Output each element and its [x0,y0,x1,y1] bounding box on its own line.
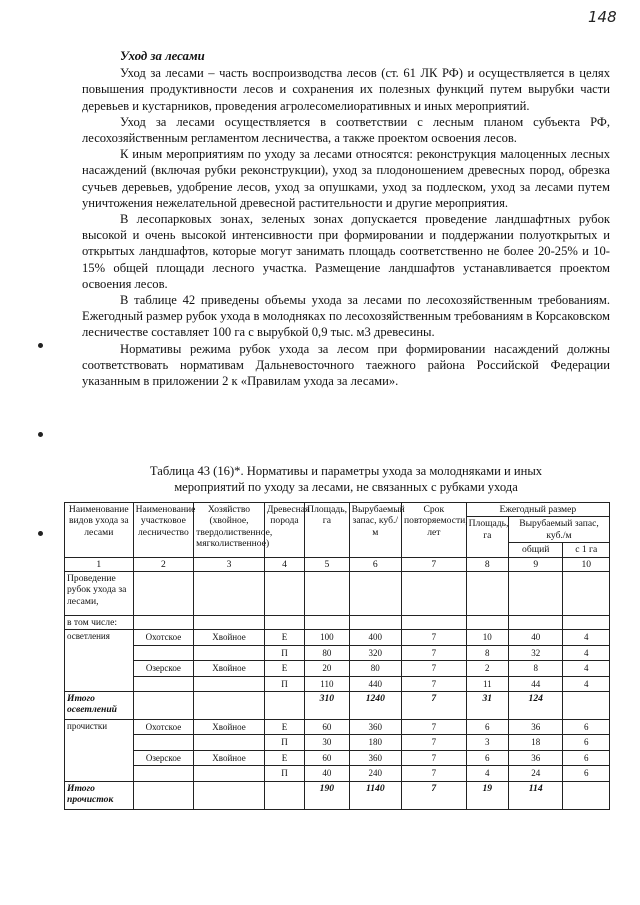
total-cell: 19 [466,781,508,809]
column-number: 8 [466,557,508,571]
table-cell: П [264,735,304,750]
activity-name-cell: осветления [65,630,134,692]
paragraph: К иным мероприятиям по уходу за лесами относятся: реконструкция малоценных лесных насаждений (включая рубки реконструкции), уход за плодоношением древесных пород, обрезка сучьев деревьев, удобрение лесов, уход за опушками, уход за подлеском, уход за лесами путем уничтожения нежелательной древесной растительности и другие мероприятия. [82,147,610,210]
table-cell: 6 [563,766,610,781]
table-row [65,676,610,691]
paragraph: В таблице 42 приведены объемы ухода за лесами по лесохозяйственным требованиям. Ежегодный размер рубок ухода в молодняках по лесохозяйственным требованиям в Корсаковском лесничестве составляет 100 га с вырубкой 0,9 тыс. м3 древесины. [82,293,610,340]
total-row [65,781,610,809]
total-cell: 190 [305,781,349,809]
paragraph: Нормативы режима рубок ухода за лесом при формировании насаждений должны соответствовать нормативам Дальневосточного таежного района Российской Федерации указанным в приложении 2 к «Правилам ухода за лесами». [82,341,610,389]
table-cell: 7 [402,676,467,691]
total-cell: 7 [402,781,467,809]
table-cell [133,735,194,750]
table-cell: 36 [508,750,562,765]
table-cell: в том числе: [65,616,134,630]
table-cell: 360 [349,750,401,765]
section-heading: Уход за лесами [120,49,205,63]
table-cell [133,645,194,660]
total-cell [563,781,610,809]
column-number: 5 [305,557,349,571]
paragraph: Уход за лесами осуществляется в соответствии с лесным планом субъекта РФ, лесохозяйственным регламентом лесничества, а также проектом освоения лесов. [82,114,610,146]
table-cell: 100 [305,630,349,645]
header-cell: Наименование видов ухода за лесами [65,503,134,558]
caption-line: мероприятий по уходу за лесами, не связанных с рубками ухода [174,480,518,494]
table-cell: 60 [305,750,349,765]
table-cell: 4 [563,630,610,645]
total-cell: 1240 [349,692,401,720]
table-cell: 40 [508,630,562,645]
table-cell [194,766,265,781]
total-cell: 31 [466,692,508,720]
table-cell: Проведение рубок ухода за лесами, [65,572,134,616]
table-row [65,735,610,750]
margin-bullet [38,343,43,348]
table-cell: 240 [349,766,401,781]
table-cell [194,645,265,660]
table-cell: 6 [466,720,508,735]
table-cell: 80 [305,645,349,660]
table-row [65,572,610,616]
total-row [65,692,610,720]
table-cell [133,676,194,691]
total-cell: 124 [508,692,562,720]
table-cell: 4 [466,766,508,781]
table-cell: 8 [466,645,508,660]
table-cell: 20 [305,661,349,676]
table-cell: 7 [402,735,467,750]
table-cell: Охотское [133,630,194,645]
table-row [65,645,610,660]
table-cell: Хвойное [194,720,265,735]
table-cell: 18 [508,735,562,750]
header-cell: с 1 га [563,543,610,557]
header-cell: Площадь, га [466,517,508,557]
header-cell: Древесная порода [264,503,304,558]
table-cell: П [264,766,304,781]
table-cell: 80 [349,661,401,676]
column-number: 2 [133,557,194,571]
table-cell: 320 [349,645,401,660]
table-row [65,766,610,781]
table-cell: 6 [563,750,610,765]
table-row [65,661,610,676]
table-cell: 360 [349,720,401,735]
header-cell: Вырубаемый запас, куб./м [349,503,401,558]
table-cell [194,676,265,691]
table-cell: 7 [402,630,467,645]
table-cell: 30 [305,735,349,750]
table-cell: 6 [466,750,508,765]
table-cell: Хвойное [194,630,265,645]
activity-name-cell: прочистки [65,720,134,782]
table-cell: 4 [563,661,610,676]
column-number: 6 [349,557,401,571]
table-caption [82,463,610,495]
table-cell [194,735,265,750]
table-cell: Е [264,750,304,765]
table-row [65,750,610,765]
table-cell: 36 [508,720,562,735]
table-cell: Хвойное [194,750,265,765]
header-cell: Вырубаемый запас, куб./м [508,517,609,543]
table-cell: 32 [508,645,562,660]
table-cell: 6 [563,720,610,735]
total-cell: 7 [402,692,467,720]
table-cell: Е [264,630,304,645]
total-cell [563,692,610,720]
page-number: 148 [588,8,617,26]
column-number: 10 [563,557,610,571]
header-cell: общий [508,543,562,557]
body-text [82,48,610,389]
total-label: Итого прочисток [65,781,134,809]
table-cell: 8 [508,661,562,676]
table-cell: 10 [466,630,508,645]
margin-bullet [38,531,43,536]
total-cell: 310 [305,692,349,720]
table-cell: 24 [508,766,562,781]
table-cell: 400 [349,630,401,645]
header-cell: Срок повторяемости, лет [402,503,467,558]
table-cell: 7 [402,766,467,781]
column-number: 3 [194,557,265,571]
caption-line: Таблица 43 (16)*. Нормативы и параметры ухода за молодняками и иных [149,464,543,478]
column-number: 4 [264,557,304,571]
table-row [65,616,610,630]
table-cell: Е [264,661,304,676]
table-cell [133,766,194,781]
header-cell: Хозяйство (хвойное, твердолиственное, мягколиственное) [194,503,265,558]
table-cell: 60 [305,720,349,735]
table-cell: 7 [402,720,467,735]
total-cell: 114 [508,781,562,809]
table-cell: 180 [349,735,401,750]
table-cell: П [264,676,304,691]
total-cell: 1140 [349,781,401,809]
table-cell: 7 [402,645,467,660]
header-row [65,503,610,517]
header-cell: Ежегодный размер [466,503,609,517]
table-cell: Хвойное [194,661,265,676]
table-cell: П [264,645,304,660]
table-cell: Озерское [133,661,194,676]
column-number: 7 [402,557,467,571]
table-cell: 40 [305,766,349,781]
table-cell: 4 [563,645,610,660]
table-cell: Е [264,720,304,735]
table-row [65,720,610,735]
total-label: Итого осветлений [65,692,134,720]
table-cell: 6 [563,735,610,750]
header-cell: Наименование участковое лесничество [133,503,194,558]
column-number-row [65,557,610,571]
table-cell: Озерское [133,750,194,765]
care-norms-table [64,502,610,810]
column-number: 9 [508,557,562,571]
table-row [65,630,610,645]
table-cell: 2 [466,661,508,676]
table-cell: 11 [466,676,508,691]
table-cell: 7 [402,750,467,765]
paragraph: Уход за лесами – часть воспроизводства лесов (ст. 61 ЛК РФ) и осуществляется в целях повышения продуктивности лесов и сохранения их полезных функций путем вырубки части деревьев и кустарников, проведения агролесомелиоративных и иных мероприятий. [82,66,610,113]
paragraph: В лесопарковых зонах, зеленых зонах допускается проведение ландшафтных рубок высокой и очень высокой интенсивности при формировании и поддержании полуоткрытых и открытых ландшафтов, которые могут занимать площадь соответственно не более 20-25% и 10-15% общей площади лесного участка. Размещение ландшафтов устанавливается проектом освоения лесов. [82,212,610,291]
margin-bullet [38,432,43,437]
table-cell: 440 [349,676,401,691]
table-cell: 110 [305,676,349,691]
table-cell: 7 [402,661,467,676]
table-cell: 4 [563,676,610,691]
header-cell: Площадь, га [305,503,349,558]
table-cell: 3 [466,735,508,750]
table-cell: 44 [508,676,562,691]
table-cell: Охотское [133,720,194,735]
column-number: 1 [65,557,134,571]
